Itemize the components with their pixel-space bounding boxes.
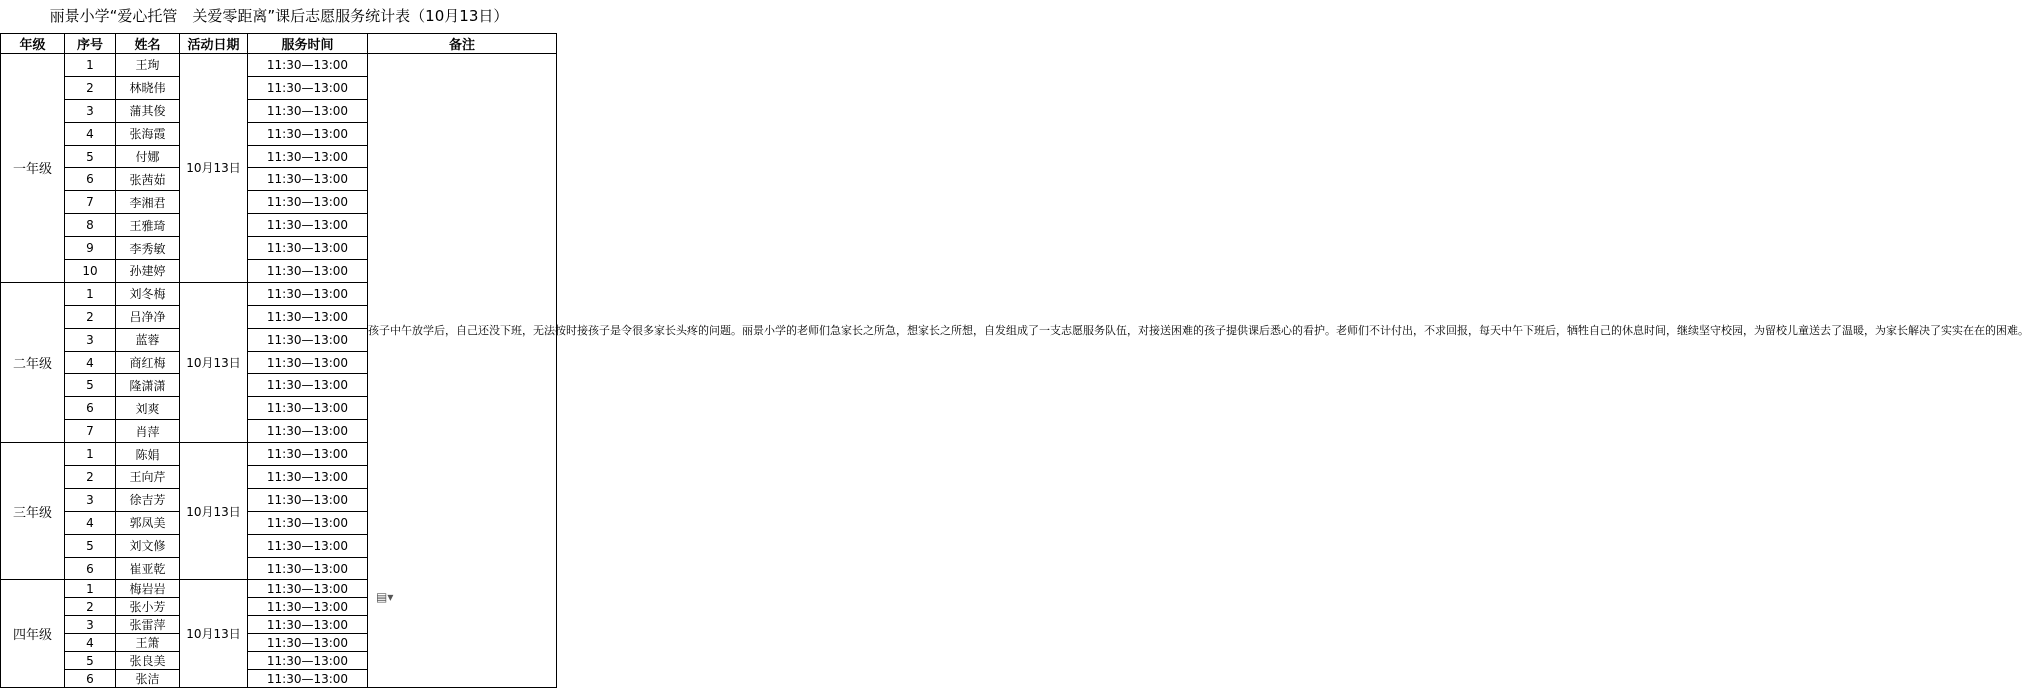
name-cell[interactable]: 肖萍 [116,420,180,443]
service-time-cell[interactable]: 11:30—13:00 [248,598,368,616]
service-time-cell[interactable]: 11:30—13:00 [248,282,368,305]
activity-date-cell[interactable]: 10月13日 [180,580,248,688]
number-cell[interactable]: 1 [65,54,116,77]
number-cell[interactable]: 3 [65,99,116,122]
table-body [1,54,2029,688]
service-time-cell[interactable]: 11:30—13:00 [248,99,368,122]
number-cell[interactable]: 4 [65,511,116,534]
name-cell[interactable]: 吕净净 [116,305,180,328]
name-cell[interactable]: 张洁 [116,670,180,688]
number-cell[interactable]: 6 [65,397,116,420]
number-cell[interactable]: 6 [65,557,116,580]
service-time-cell[interactable]: 11:30—13:00 [248,580,368,598]
service-time-cell[interactable]: 11:30—13:00 [248,557,368,580]
service-time-cell[interactable]: 11:30—13:00 [248,260,368,283]
name-cell[interactable]: 林晓伟 [116,76,180,99]
name-cell[interactable]: 张良美 [116,652,180,670]
header-number[interactable]: 序号 [65,34,116,54]
name-cell[interactable]: 刘冬梅 [116,282,180,305]
number-cell[interactable]: 10 [65,260,116,283]
service-time-cell[interactable]: 11:30—13:00 [248,511,368,534]
sheet-title: 丽景小学“爱心托管 关爱零距离”课后志愿服务统计表（10月13日） [49,7,509,25]
number-cell[interactable]: 5 [65,374,116,397]
number-cell[interactable]: 3 [65,488,116,511]
number-cell[interactable]: 3 [65,616,116,634]
service-time-cell[interactable]: 11:30—13:00 [248,397,368,420]
service-time-cell[interactable]: 11:30—13:00 [248,305,368,328]
name-cell[interactable]: 王箫 [116,634,180,652]
number-cell[interactable]: 6 [65,670,116,688]
grade-cell[interactable]: 四年级 [1,580,65,688]
service-time-cell[interactable]: 11:30—13:00 [248,652,368,670]
number-cell[interactable]: 8 [65,214,116,237]
name-cell[interactable]: 陈娟 [116,443,180,466]
name-cell[interactable]: 张雷萍 [116,616,180,634]
service-time-cell[interactable]: 11:30—13:00 [248,616,368,634]
service-time-cell[interactable]: 11:30—13:00 [248,670,368,688]
paste-options-icon[interactable] [374,590,395,604]
number-cell[interactable]: 3 [65,328,116,351]
clipboard-icon: ▤ [376,590,388,604]
number-cell[interactable]: 7 [65,420,116,443]
table-row [1,54,557,77]
number-cell[interactable]: 7 [65,191,116,214]
header-remarks[interactable]: 备注 [368,34,557,54]
name-cell[interactable]: 梅岩岩 [116,580,180,598]
name-cell[interactable]: 王向芹 [116,466,180,489]
number-cell[interactable]: 9 [65,237,116,260]
number-cell[interactable]: 1 [65,282,116,305]
name-cell[interactable]: 商红梅 [116,351,180,374]
name-cell[interactable]: 刘文修 [116,534,180,557]
service-time-cell[interactable]: 11:30—13:00 [248,374,368,397]
remarks-text: 孩子中午放学后，自己还没下班，无法按时接孩子是令很多家长头疼的问题。丽景小学的老师们急家长之所急，想家长之所想，自发组成了一支志愿服务队伍，对接送困难的孩子提供课后悉心的看护。老师们不计付出，不求回报，每天中午下班后，牺牲自己的休息时间，继续坚守校园，为留校儿童送去了温暖，为家长解决了实实在在的困难。 [368,324,2029,338]
service-time-cell[interactable]: 11:30—13:00 [248,328,368,351]
service-time-cell[interactable]: 11:30—13:00 [248,534,368,557]
name-cell[interactable]: 付娜 [116,145,180,168]
header-name[interactable]: 姓名 [116,34,180,54]
number-cell[interactable]: 4 [65,351,116,374]
activity-date-cell[interactable]: 10月13日 [180,443,248,580]
name-cell[interactable]: 郭凤美 [116,511,180,534]
grade-cell[interactable]: 三年级 [1,443,65,580]
name-cell[interactable]: 刘爽 [116,397,180,420]
name-cell[interactable]: 张茜茹 [116,168,180,191]
number-cell[interactable]: 2 [65,305,116,328]
name-cell[interactable]: 孙建婷 [116,260,180,283]
service-time-cell[interactable]: 11:30—13:00 [248,488,368,511]
name-cell[interactable]: 崔亚乾 [116,557,180,580]
remarks-cell[interactable] [368,54,2029,688]
grade-cell[interactable]: 二年级 [1,282,65,442]
header-grade[interactable]: 年级 [1,34,65,54]
service-time-cell[interactable]: 11:30—13:00 [248,634,368,652]
number-cell[interactable]: 4 [65,122,116,145]
number-cell[interactable]: 5 [65,652,116,670]
service-time-cell[interactable]: 11:30—13:00 [248,237,368,260]
activity-date-cell[interactable]: 10月13日 [180,54,248,283]
name-cell[interactable]: 蒲其俊 [116,99,180,122]
header-service-time[interactable]: 服务时间 [248,34,368,54]
header-row [1,34,557,54]
service-time-cell[interactable]: 11:30—13:00 [248,214,368,237]
service-time-cell[interactable]: 11:30—13:00 [248,351,368,374]
name-cell[interactable]: 李秀敏 [116,237,180,260]
number-cell[interactable]: 2 [65,466,116,489]
name-cell[interactable]: 徐吉芳 [116,488,180,511]
service-time-cell[interactable]: 11:30—13:00 [248,168,368,191]
name-cell[interactable]: 张海霞 [116,122,180,145]
name-cell[interactable]: 蓝蓉 [116,328,180,351]
number-cell[interactable]: 1 [65,443,116,466]
volunteer-service-table [0,33,2029,688]
service-time-cell[interactable]: 11:30—13:00 [248,443,368,466]
name-cell[interactable]: 王雅琦 [116,214,180,237]
name-cell[interactable]: 李湘君 [116,191,180,214]
name-cell[interactable]: 张小芳 [116,598,180,616]
number-cell[interactable]: 2 [65,76,116,99]
number-cell[interactable]: 1 [65,580,116,598]
service-time-cell[interactable]: 11:30—13:00 [248,54,368,77]
header-activity-date[interactable]: 活动日期 [180,34,248,54]
number-cell[interactable]: 2 [65,598,116,616]
service-time-cell[interactable]: 11:30—13:00 [248,466,368,489]
service-time-cell[interactable]: 11:30—13:00 [248,145,368,168]
service-time-cell[interactable]: 11:30—13:00 [248,122,368,145]
service-time-cell[interactable]: 11:30—13:00 [248,191,368,214]
number-cell[interactable]: 4 [65,634,116,652]
grade-cell[interactable]: 一年级 [1,54,65,283]
service-time-cell[interactable]: 11:30—13:00 [248,420,368,443]
chevron-down-icon: ▾ [387,590,394,604]
activity-date-cell[interactable]: 10月13日 [180,282,248,442]
number-cell[interactable]: 5 [65,534,116,557]
number-cell[interactable]: 5 [65,145,116,168]
name-cell[interactable]: 王珣 [116,54,180,77]
number-cell[interactable]: 6 [65,168,116,191]
service-time-cell[interactable]: 11:30—13:00 [248,76,368,99]
name-cell[interactable]: 隆潇潇 [116,374,180,397]
